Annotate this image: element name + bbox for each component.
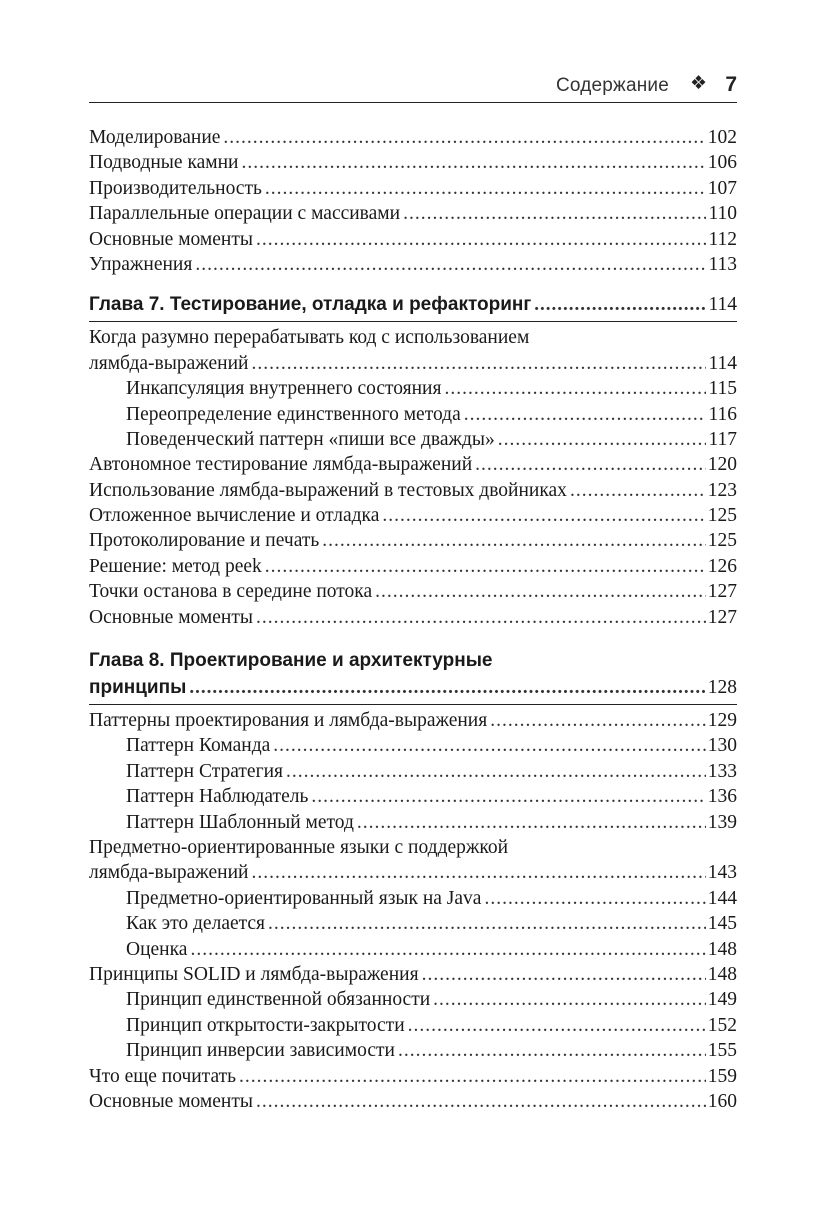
chapter-title: принципы — [89, 677, 187, 699]
leader-dots — [268, 911, 706, 936]
toc-entry[interactable] — [89, 987, 737, 1012]
leader-dots — [311, 784, 705, 809]
toc-entry-label: Инкапсуляция внутреннего состояния — [126, 378, 442, 400]
toc-chapter-8[interactable] — [89, 674, 737, 701]
toc-entry-page: 126 — [707, 555, 737, 577]
chapter-title: Глава 7. Тестирование, отладка и рефакторинг — [89, 294, 532, 316]
ornament-icon: ❖ — [689, 72, 707, 94]
leader-dots — [239, 1064, 706, 1089]
chapter8-title-line1[interactable]: Глава 8. Проектирование и архитектурные — [89, 650, 493, 672]
toc-entry-label: Подводные камни — [89, 152, 239, 174]
toc-entry-label: Паттерн Команда — [126, 735, 271, 757]
chapter8-entries-b — [89, 886, 737, 1115]
chapter8-heading-block — [89, 647, 737, 705]
running-header — [89, 70, 737, 103]
leader-dots — [256, 1089, 706, 1114]
toc-entry-label: Принцип единственной обязанности — [126, 989, 431, 1011]
toc-entry-page: 127 — [707, 606, 737, 628]
leader-dots — [190, 937, 705, 962]
toc-entry-page: 144 — [707, 887, 737, 909]
toc-entry-page: 123 — [707, 479, 737, 501]
toc-entry-page: 106 — [707, 152, 737, 174]
toc-entry-label: Точки останова в середине потока — [89, 581, 373, 603]
toc-entry-label: Паттерн Шаблонный метод — [126, 811, 354, 833]
leader-dots — [256, 605, 706, 630]
toc-entry[interactable] — [89, 937, 737, 962]
leader-dots — [422, 962, 706, 987]
toc-entry-page: 107 — [707, 177, 737, 199]
table-of-contents — [89, 125, 737, 1114]
toc-entry-page: 113 — [708, 253, 737, 275]
toc-entry[interactable] — [89, 1013, 737, 1038]
header-section-title: Содержание — [555, 75, 669, 96]
toc-entry-page: 148 — [707, 938, 737, 960]
toc-entry[interactable] — [89, 125, 737, 150]
toc-entry-label: Основные моменты — [89, 228, 253, 250]
leader-dots — [223, 125, 705, 150]
toc-entry-label: Основные моменты — [89, 1090, 253, 1112]
leader-dots — [403, 201, 706, 226]
leader-dots — [570, 478, 706, 503]
toc-entry-page: 152 — [707, 1014, 737, 1036]
toc-entry-label: Поведенческий паттерн «пиши все дважды» — [126, 428, 495, 450]
chapter8-entries-a — [89, 708, 737, 835]
toc-entry-label: Решение: метод peek — [89, 555, 262, 577]
header-page-number: 7 — [725, 73, 737, 96]
toc-entry-label: Предметно-ориентированный язык на Java — [126, 887, 482, 909]
toc-entry-label: Производительность — [89, 177, 262, 199]
leader-dots — [242, 150, 706, 175]
toc-entry-label: Переопределение единственного метода — [126, 403, 461, 425]
toc-entry-page: 133 — [707, 760, 737, 782]
toc-entry[interactable] — [89, 759, 737, 784]
toc-entry[interactable] — [89, 708, 737, 733]
toc-entry-page: 125 — [707, 530, 737, 552]
toc-entry-page: 110 — [708, 203, 737, 225]
toc-entry[interactable] — [89, 1089, 737, 1114]
toc-entry[interactable] — [89, 402, 737, 427]
toc-entry-page: 160 — [707, 1090, 737, 1112]
toc-entry-label: Принципы SOLID и лямбда-выражения — [89, 963, 419, 985]
toc-entry-label: Паттерн Стратегия — [126, 760, 283, 782]
toc-entry[interactable] — [89, 733, 737, 758]
toc-entry-label: Основные моменты — [89, 606, 253, 628]
toc-entry-page: 145 — [707, 913, 737, 935]
chapter-page: 114 — [708, 294, 737, 316]
leader-dots — [265, 554, 706, 579]
leader-dots — [408, 1013, 706, 1038]
toc-entry-label: Паттерн Наблюдатель — [126, 786, 309, 808]
toc-entry-page: 155 — [707, 1040, 737, 1062]
toc-entry-page: 127 — [707, 581, 737, 603]
leader-dots — [251, 860, 705, 885]
toc-entry-page: 143 — [707, 862, 737, 884]
leader-dots — [375, 579, 706, 604]
toc-entry-page: 112 — [708, 228, 737, 250]
leader-dots — [286, 759, 706, 784]
leader-dots — [433, 987, 706, 1012]
toc-entry[interactable] — [89, 452, 737, 477]
toc-entry-page: 125 — [707, 505, 737, 527]
leader-dots — [398, 1038, 706, 1063]
toc-entry[interactable] — [89, 427, 737, 452]
leader-dots — [322, 528, 705, 553]
toc-entry[interactable] — [89, 478, 737, 503]
toc-entry[interactable] — [89, 227, 737, 252]
toc-entry-page: 102 — [707, 127, 737, 148]
toc-entry[interactable] — [89, 962, 737, 987]
toc-entry[interactable] — [89, 554, 737, 579]
chapter7-heading-block — [89, 291, 737, 322]
toc-entry-page: 115 — [708, 378, 737, 400]
leader-dots — [273, 733, 705, 758]
toc-entry[interactable] — [89, 351, 737, 376]
toc-entry-label: Упражнения — [89, 253, 193, 275]
toc-entry[interactable] — [89, 252, 737, 277]
toc-entry-label: Протоколирование и печать — [89, 530, 320, 552]
toc-entry[interactable] — [89, 528, 737, 553]
toc-entry[interactable] — [89, 1064, 737, 1089]
toc-entry[interactable] — [89, 784, 737, 809]
toc-entry-page: 117 — [708, 428, 737, 450]
toc-entry-label: Моделирование — [89, 127, 221, 148]
leader-dots — [490, 708, 706, 733]
toc-entry[interactable] — [89, 176, 737, 201]
toc-entry-label: лямбда-выражений — [89, 352, 249, 374]
toc-chapter-7[interactable] — [89, 291, 737, 318]
toc-entry-page: 136 — [707, 786, 737, 808]
toc-entry-label: Параллельные операции с массивами — [89, 203, 401, 225]
toc-entry-page: 139 — [707, 811, 737, 833]
toc-entry[interactable] — [89, 579, 737, 604]
toc-entry-line1[interactable]: Предметно-ориентированные языки с поддержкой — [89, 836, 509, 858]
chapter-page: 128 — [707, 677, 737, 699]
toc-entry-label: Использование лямбда-выражений в тестовых двойниках — [89, 479, 567, 501]
leader-dots — [484, 886, 705, 911]
leader-dots — [265, 176, 706, 201]
toc-entry[interactable] — [89, 911, 737, 936]
toc-entry-page: 129 — [707, 710, 737, 732]
toc-entry[interactable] — [89, 503, 737, 528]
leader-dots — [195, 252, 706, 277]
toc-entry-label: Автономное тестирование лямбда-выражений — [89, 454, 473, 476]
leader-dots — [498, 427, 707, 452]
leader-dots — [475, 452, 706, 477]
toc-entry-label: Принцип инверсии зависимости — [126, 1040, 395, 1062]
toc-entry-label: Оценка — [126, 938, 188, 960]
toc-entry[interactable] — [89, 860, 737, 885]
toc-entry-page: 130 — [707, 735, 737, 757]
leader-dots — [444, 376, 706, 401]
leader-dots — [189, 674, 705, 701]
leader-dots — [251, 351, 706, 376]
toc-entry-label: Как это делается — [126, 913, 266, 935]
toc-entry[interactable] — [89, 810, 737, 835]
toc-entry-label: Что еще почитать — [89, 1065, 237, 1087]
toc-entry-label: Паттерны проектирования и лямбда-выражения — [89, 710, 488, 732]
toc-entry[interactable] — [89, 150, 737, 175]
toc-entry[interactable] — [89, 886, 737, 911]
toc-entry[interactable] — [89, 201, 737, 226]
toc-entry-page: 120 — [707, 454, 737, 476]
leader-dots — [357, 810, 706, 835]
toc-entry-page: 159 — [707, 1065, 737, 1087]
toc-entry[interactable] — [89, 1038, 737, 1063]
toc-entry-line1[interactable]: Когда разумно перерабатывать код с использованием — [89, 327, 530, 349]
toc-entry[interactable] — [89, 376, 737, 401]
toc-entry-label: Принцип открытости-закрытости — [126, 1014, 405, 1036]
toc-entry-label: лямбда-выражений — [89, 862, 249, 884]
toc-entry-page: 116 — [708, 403, 737, 425]
toc-entry[interactable] — [89, 605, 737, 630]
toc-block-chapter6-tail — [89, 125, 737, 277]
toc-entry-page: 149 — [707, 989, 737, 1011]
leader-dots — [464, 402, 707, 427]
leader-dots — [382, 503, 705, 528]
leader-dots — [256, 227, 706, 252]
toc-entry-page: 114 — [708, 352, 737, 374]
leader-dots — [534, 291, 706, 318]
toc-entry-label: Отложенное вычисление и отладка — [89, 505, 380, 527]
chapter7-entries — [89, 376, 737, 630]
toc-entry-page: 148 — [707, 963, 737, 985]
